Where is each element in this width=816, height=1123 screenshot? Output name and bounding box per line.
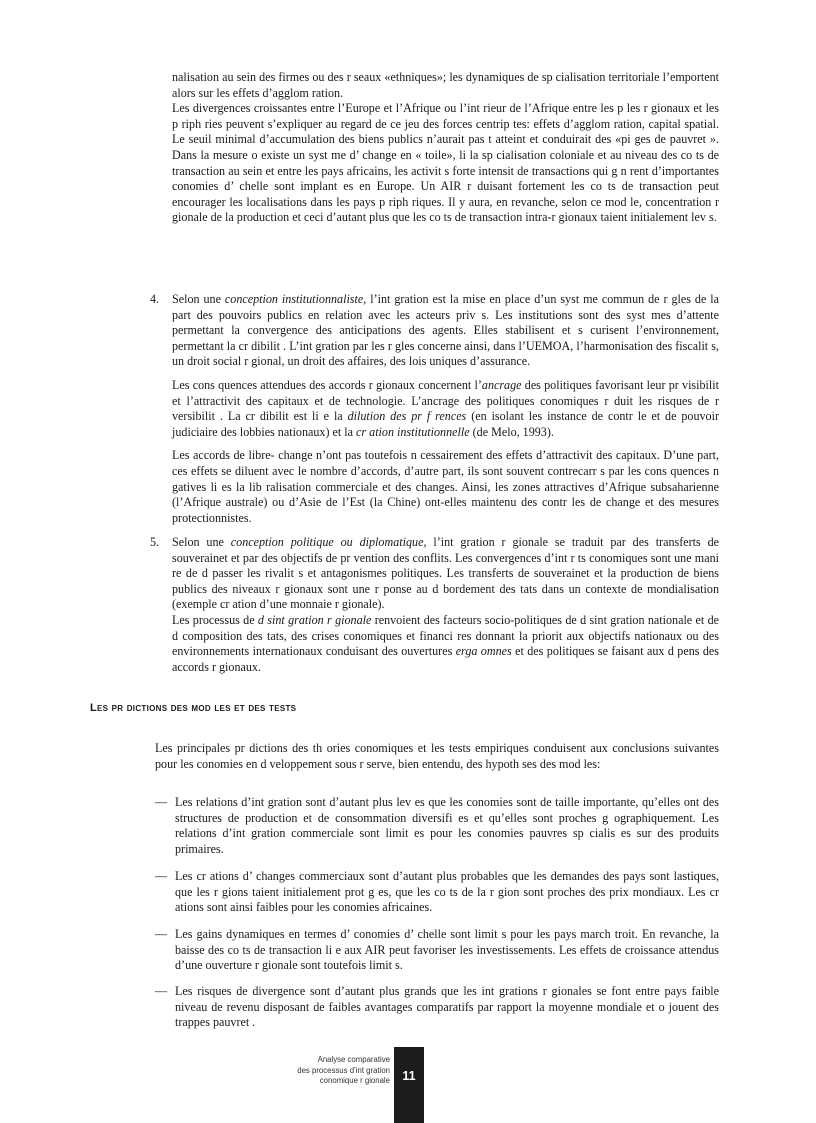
item-paragraph: Selon une conception institutionnaliste, l’int gration est la mise en place d’un syst me commun de r gles de la part des pouvoirs publics en relation avec les acteurs priv s. Les institutions sont des syst mes d’attente permettant la convergence des anticipations des agents. Elles stabilisent et s curisent l’environnement, permettant la cr dibilit . L’int gration par les r gles concerne ainsi, dans l’UEMOA, l’harmonisation des fiscalit s, un droit social r gional, un droit des affaires, des lois uniques d’assurance.: [172, 292, 720, 369]
item-paragraph: Les processus de d sint gration r gionale renvoient des facteurs socio-politiques de d sint gration nationale et de d composition des tats, des crises conomiques et financi res donnant la priorit aux objectifs nationaux ou des environnements internationaux conduisant des ouvertures erga omnes et des politiques se faisant aux d pens des accords r gionaux.: [172, 612, 720, 674]
section-title: Les pr dictions des mod les et des tests: [90, 702, 297, 714]
list-item: [155, 984, 719, 1031]
running-footer: [190, 1055, 390, 1087]
dash-bullet: —: [155, 984, 168, 998]
item-paragraph: Les cons quences attendues des accords r gionaux concernent l’ancrage des politiques favorisant leur pr visibilit et l’attractivit des capitaux et de technologie. L’ancrage des politiques conomiques r duit les risques de r versibilit . La cr dibilit est li e la dilution des pr f rences (en isolant les instance de contr le et de pouvoir judiciaire des lobbies nationaux) et la cr ation institutionnelle (de Melo, 1993).: [172, 377, 719, 439]
intro-paragraph: nalisation au sein des firmes ou des r seaux «ethniques»; les dynamiques de sp cialisation territoriale l’emportent alors sur les effets d’agglom ration.: [172, 70, 719, 100]
list-item-text: Les relations d’int gration sont d’autant plus lev es que les conomies sont de taille importante, qu’elles ont des structures de production et de consommation diversifi es et qu’elles sont proches g ographiquement. Les relations d’int gration commerciale sont limit es pour les conomies pauvres sp cialis es sur des produits primaires.: [175, 795, 719, 856]
list-item-text: Les risques de divergence sont d’autant plus grands que les int grations r gionales se font entre pays faible niveau de revenu disposant de faibles avantages comparatifs par rapport la moyenne mondiale et o jouent des trappes pauvret .: [175, 984, 719, 1030]
section-intro-block: [155, 741, 719, 772]
numbered-item-5: [150, 535, 719, 675]
list-item: [155, 795, 719, 857]
item-number: 5.: [150, 535, 160, 549]
item-paragraph: Les accords de libre- change n’ont pas toutefois n cessairement des effets d’attractivit des capitaux. D’une part, ces effets se diluent avec le nombre d’accords, d’autre part, ils sont souvent contrecarr s par les cons quences n gatives li es la lib ralisation commerciale et des changes. Ainsi, les zones attractives d’Afrique subsaharienne (l’Afrique australe) ou d’Asie de l’Est (la Chine) ont-elles maintenu des contr les de change et des mesures protectionnistes.: [172, 448, 719, 525]
list-item-text: Les cr ations d’ changes commerciaux sont d’autant plus probables que les demandes des pays sont lastiques, que les r gions taient initialement prot g es, que les co ts de la r gion sont proches des prix mondiaux. Les cr ations sont ainsi faibles pour les conomies africaines.: [175, 869, 719, 915]
page-number-box: [394, 1047, 424, 1123]
footer-line: conomique r gionale: [319, 1076, 390, 1085]
item-number: 4.: [150, 292, 160, 306]
page-number: 11: [402, 1069, 416, 1083]
footer-line: des processus d’int gration: [297, 1065, 390, 1075]
item-paragraph: Selon une conception politique ou diplomatique, l’int gration r gionale se traduit par des transferts de souverainet et par des objectifs de pr vention des conflits. Les convergences d’int r ts conomiques sont une mani re de d passer les rivalit s et antagonismes politiques. Les transferts de souverainet et la production de biens publics des niveaux r gionaux sont une r ponse au d bordement des tats dans un contexte de mondialisation (exemple cr ation d’une monnaie r gionale).: [172, 535, 719, 612]
list-item-text: Les gains dynamiques en termes d’ conomies d’ chelle sont limit s pour les pays march troit. En revanche, la baisse des co ts de transaction li e aux AIR peut favoriser les investissements. Les effets de croissance attendus d’une ouverture r gionale sont toutefois limit s.: [175, 927, 719, 973]
intro-block: [172, 70, 719, 226]
footer-line: Analyse comparative: [317, 1055, 390, 1064]
list-item: [155, 927, 719, 974]
numbered-item-4: [150, 292, 719, 526]
dash-bullet: —: [155, 869, 168, 883]
intro-paragraph: Les divergences croissantes entre l’Europe et l’Afrique ou l’int rieur de l’Afrique entre les p les r gionaux et les p riph ries peuvent s’expliquer au regard de ce jeu des forces centrip tes: effets d’agglom ration, capital spatial. Le seuil minimal d’accumulation des biens publics n’aurait pas t atteint et conduirait des «pi ges de pauvret ». Dans la mesure o existe un syst me d’ change en « toile», li la sp cialisation coloniale et au niveau des co ts de transaction au sein et entre les pays africains, les activit s forte intensit de transactions qui g n rent d’importantes conomies d’ chelle sont implant es en Europe. Un AIR r duisant fortement les co ts de transaction peut encourager les localisations dans les pays p riph riques. Il y aura, en revanche, selon ce mod le, concentration r gionale de la production et ceci d’autant plus que les co ts de transaction intra-r gionaux taient initialement lev s.: [172, 101, 719, 225]
section-intro: Les principales pr dictions des th ories conomiques et les tests empiriques conduisent aux conclusions suivantes pour les conomies en d veloppement sous r serve, bien entendu, des hypoth ses des mod les:: [155, 741, 719, 771]
dash-bullet: —: [155, 795, 168, 809]
list-item: [155, 869, 719, 916]
dash-bullet: —: [155, 927, 168, 941]
